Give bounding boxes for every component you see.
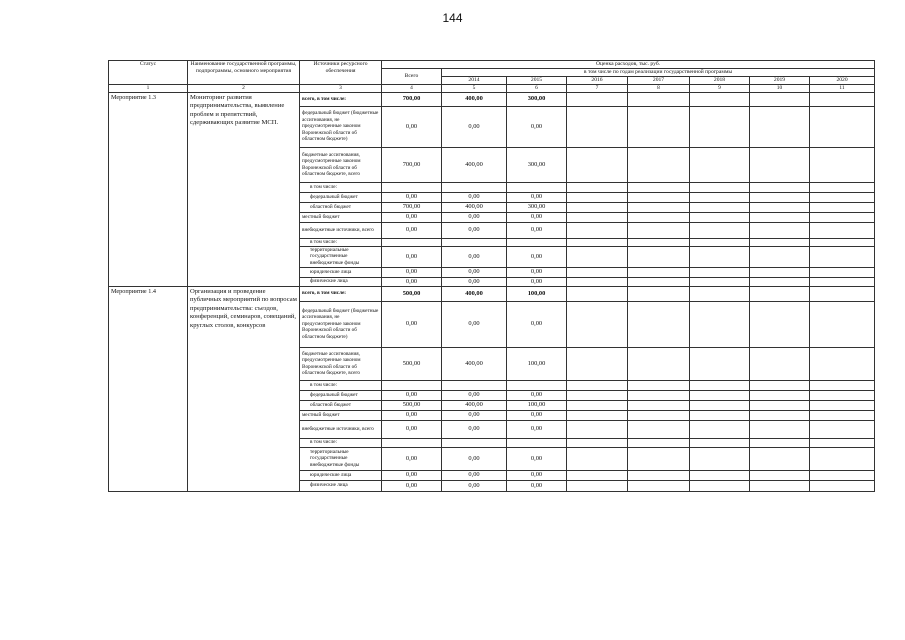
empty-year-cell: [567, 380, 628, 390]
value-y2014: 0,00: [442, 267, 507, 277]
empty-year-cell: [810, 222, 875, 238]
empty-year-cell: [750, 202, 810, 212]
header-row-1: [109, 61, 875, 69]
source-label: в том числе:: [300, 238, 382, 246]
source-label: юридические лица: [300, 470, 382, 480]
header-status: Статус: [109, 61, 188, 85]
empty-year-cell: [690, 212, 750, 222]
header-name: Наименование государственной программы, подпрограммы, основного мероприятия: [188, 61, 300, 85]
value-total: [382, 238, 442, 246]
empty-year-cell: [690, 222, 750, 238]
value-total: 700,00: [382, 147, 442, 182]
value-y2014: 0,00: [442, 470, 507, 480]
value-y2015: 100,00: [507, 286, 567, 301]
header-year-2014: 2014: [442, 76, 507, 84]
empty-year-cell: [628, 286, 690, 301]
empty-year-cell: [628, 301, 690, 347]
event-status: Мероприятие 1.3: [109, 92, 188, 286]
table-row: [109, 92, 875, 106]
empty-year-cell: [567, 92, 628, 106]
value-y2015: 0,00: [507, 390, 567, 400]
value-total: 0,00: [382, 212, 442, 222]
source-label: местный бюджет: [300, 410, 382, 420]
empty-year-cell: [750, 192, 810, 202]
value-y2014: 0,00: [442, 192, 507, 202]
source-label: федеральный бюджет: [300, 390, 382, 400]
value-y2014: 400,00: [442, 202, 507, 212]
value-total: 700,00: [382, 92, 442, 106]
empty-year-cell: [628, 480, 690, 491]
header-year-2016: 2016: [567, 76, 628, 84]
value-y2015: 100,00: [507, 347, 567, 380]
column-number: 9: [690, 84, 750, 92]
empty-year-cell: [810, 106, 875, 147]
source-label: внебюджетные источники, всего: [300, 222, 382, 238]
event-name: Мониторинг развития предпринимательства, выявление проблем и препятствий, сдерживающих развитие МСП.: [188, 92, 300, 286]
value-y2014: 400,00: [442, 347, 507, 380]
empty-year-cell: [567, 202, 628, 212]
source-label: физические лица: [300, 480, 382, 491]
value-y2015: 0,00: [507, 480, 567, 491]
empty-year-cell: [810, 238, 875, 246]
empty-year-cell: [750, 390, 810, 400]
value-y2015: 0,00: [507, 447, 567, 470]
empty-year-cell: [567, 480, 628, 491]
source-label: в том числе:: [300, 380, 382, 390]
empty-year-cell: [690, 380, 750, 390]
empty-year-cell: [628, 410, 690, 420]
empty-year-cell: [567, 286, 628, 301]
empty-year-cell: [567, 192, 628, 202]
empty-year-cell: [690, 267, 750, 277]
value-y2014: [442, 380, 507, 390]
empty-year-cell: [628, 147, 690, 182]
empty-year-cell: [810, 390, 875, 400]
empty-year-cell: [690, 192, 750, 202]
source-label: в том числе:: [300, 182, 382, 192]
header-year-2017: 2017: [628, 76, 690, 84]
empty-year-cell: [750, 480, 810, 491]
empty-year-cell: [567, 400, 628, 410]
source-label: внебюджетные источники, всего: [300, 420, 382, 438]
value-y2014: [442, 438, 507, 447]
value-total: 0,00: [382, 410, 442, 420]
empty-year-cell: [750, 301, 810, 347]
empty-year-cell: [567, 390, 628, 400]
empty-year-cell: [567, 212, 628, 222]
source-label: территориальные государственные внебюджетные фонды: [300, 246, 382, 267]
header-source: Источники ресурсного обеспечения: [300, 61, 382, 85]
empty-year-cell: [567, 238, 628, 246]
empty-year-cell: [628, 212, 690, 222]
empty-year-cell: [690, 390, 750, 400]
empty-year-cell: [810, 380, 875, 390]
empty-year-cell: [750, 182, 810, 192]
empty-year-cell: [628, 106, 690, 147]
empty-year-cell: [810, 286, 875, 301]
value-total: [382, 438, 442, 447]
header-year-2015: 2015: [507, 76, 567, 84]
column-number: 7: [567, 84, 628, 92]
table-row: [109, 286, 875, 301]
value-y2014: 0,00: [442, 447, 507, 470]
value-y2014: [442, 182, 507, 192]
empty-year-cell: [690, 438, 750, 447]
value-y2014: 0,00: [442, 480, 507, 491]
empty-year-cell: [810, 347, 875, 380]
value-total: 0,00: [382, 222, 442, 238]
empty-year-cell: [628, 380, 690, 390]
empty-year-cell: [810, 92, 875, 106]
header-incl: в том числе по годам реализации государственной программы: [442, 68, 875, 76]
header-estimate: Оценка расходов, тыс. руб.: [382, 61, 875, 69]
value-total: 500,00: [382, 400, 442, 410]
empty-year-cell: [628, 277, 690, 286]
empty-year-cell: [750, 222, 810, 238]
column-number: 3: [300, 84, 382, 92]
empty-year-cell: [567, 470, 628, 480]
empty-year-cell: [628, 470, 690, 480]
empty-year-cell: [810, 182, 875, 192]
empty-year-cell: [567, 447, 628, 470]
empty-year-cell: [810, 447, 875, 470]
value-y2014: 0,00: [442, 212, 507, 222]
value-total: 0,00: [382, 301, 442, 347]
value-total: [382, 182, 442, 192]
header-year-2018: 2018: [690, 76, 750, 84]
empty-year-cell: [690, 286, 750, 301]
empty-year-cell: [690, 420, 750, 438]
empty-year-cell: [810, 438, 875, 447]
empty-year-cell: [628, 447, 690, 470]
empty-year-cell: [628, 400, 690, 410]
column-number: 6: [507, 84, 567, 92]
empty-year-cell: [750, 447, 810, 470]
empty-year-cell: [628, 390, 690, 400]
empty-year-cell: [567, 410, 628, 420]
empty-year-cell: [690, 470, 750, 480]
column-number: 10: [750, 84, 810, 92]
empty-year-cell: [750, 92, 810, 106]
value-y2014: 0,00: [442, 420, 507, 438]
column-number: 1: [109, 84, 188, 92]
empty-year-cell: [690, 277, 750, 286]
column-number: 11: [810, 84, 875, 92]
empty-year-cell: [750, 106, 810, 147]
empty-year-cell: [690, 246, 750, 267]
column-number: 2: [188, 84, 300, 92]
empty-year-cell: [750, 147, 810, 182]
header-year-2020: 2020: [810, 76, 875, 84]
source-label: федеральный бюджет: [300, 192, 382, 202]
value-y2014: 0,00: [442, 410, 507, 420]
empty-year-cell: [690, 480, 750, 491]
column-number: 4: [382, 84, 442, 92]
empty-year-cell: [690, 92, 750, 106]
empty-year-cell: [628, 238, 690, 246]
empty-year-cell: [750, 238, 810, 246]
value-y2015: 0,00: [507, 246, 567, 267]
empty-year-cell: [690, 400, 750, 410]
empty-year-cell: [810, 410, 875, 420]
value-total: 0,00: [382, 447, 442, 470]
value-y2015: 0,00: [507, 222, 567, 238]
source-label: областной бюджет: [300, 400, 382, 410]
empty-year-cell: [750, 410, 810, 420]
empty-year-cell: [750, 212, 810, 222]
value-y2015: 0,00: [507, 470, 567, 480]
value-y2014: 0,00: [442, 246, 507, 267]
empty-year-cell: [690, 182, 750, 192]
value-total: 0,00: [382, 480, 442, 491]
source-label: в том числе:: [300, 438, 382, 447]
empty-year-cell: [628, 192, 690, 202]
value-y2015: 0,00: [507, 192, 567, 202]
event-status: Мероприятие 1.4: [109, 286, 188, 491]
empty-year-cell: [750, 277, 810, 286]
empty-year-cell: [750, 347, 810, 380]
event-name: Организация и проведение публичных мероприятий по вопросам предпринимательства: съездов, конференций, семинаров, совещаний, круглых столов, конкурсов: [188, 286, 300, 491]
empty-year-cell: [567, 222, 628, 238]
empty-year-cell: [750, 246, 810, 267]
empty-year-cell: [690, 347, 750, 380]
value-y2014: 0,00: [442, 222, 507, 238]
empty-year-cell: [750, 267, 810, 277]
empty-year-cell: [690, 301, 750, 347]
value-y2015: 300,00: [507, 147, 567, 182]
column-numbers-row: [109, 84, 875, 92]
value-total: 0,00: [382, 277, 442, 286]
value-y2015: 100,00: [507, 400, 567, 410]
empty-year-cell: [810, 420, 875, 438]
source-label: всего, в том числе:: [300, 286, 382, 301]
empty-year-cell: [810, 202, 875, 212]
value-y2015: 0,00: [507, 277, 567, 286]
value-y2014: 400,00: [442, 92, 507, 106]
value-total: 0,00: [382, 420, 442, 438]
source-label: физические лица: [300, 277, 382, 286]
value-total: 700,00: [382, 202, 442, 212]
empty-year-cell: [690, 447, 750, 470]
value-total: 0,00: [382, 470, 442, 480]
empty-year-cell: [810, 470, 875, 480]
value-y2015: 0,00: [507, 301, 567, 347]
value-y2014: [442, 238, 507, 246]
empty-year-cell: [567, 106, 628, 147]
source-label: всего, в том числе:: [300, 92, 382, 106]
empty-year-cell: [628, 246, 690, 267]
column-number: 5: [442, 84, 507, 92]
empty-year-cell: [750, 420, 810, 438]
source-label: юридические лица: [300, 267, 382, 277]
empty-year-cell: [750, 438, 810, 447]
value-y2015: 300,00: [507, 92, 567, 106]
source-label: областной бюджет: [300, 202, 382, 212]
value-y2014: 400,00: [442, 400, 507, 410]
empty-year-cell: [567, 438, 628, 447]
value-y2015: [507, 438, 567, 447]
value-y2015: 0,00: [507, 267, 567, 277]
empty-year-cell: [628, 202, 690, 212]
empty-year-cell: [628, 347, 690, 380]
value-y2015: [507, 238, 567, 246]
empty-year-cell: [750, 380, 810, 390]
empty-year-cell: [810, 147, 875, 182]
empty-year-cell: [810, 277, 875, 286]
value-y2015: [507, 182, 567, 192]
empty-year-cell: [690, 410, 750, 420]
source-label: федеральный бюджет (бюджетные ассигнования, не предусмотренные законом Воронежской области об областном бюджете): [300, 301, 382, 347]
empty-year-cell: [628, 182, 690, 192]
empty-year-cell: [810, 212, 875, 222]
empty-year-cell: [567, 277, 628, 286]
empty-year-cell: [628, 267, 690, 277]
empty-year-cell: [810, 246, 875, 267]
value-y2015: [507, 380, 567, 390]
empty-year-cell: [750, 470, 810, 480]
empty-year-cell: [628, 222, 690, 238]
empty-year-cell: [567, 301, 628, 347]
empty-year-cell: [567, 246, 628, 267]
value-total: 0,00: [382, 390, 442, 400]
value-total: 0,00: [382, 246, 442, 267]
source-label: территориальные государственные внебюджетные фонды: [300, 447, 382, 470]
header-total: Всего: [382, 68, 442, 84]
empty-year-cell: [628, 438, 690, 447]
value-y2015: 0,00: [507, 410, 567, 420]
value-y2014: 0,00: [442, 106, 507, 147]
value-total: 0,00: [382, 106, 442, 147]
empty-year-cell: [810, 301, 875, 347]
empty-year-cell: [567, 420, 628, 438]
empty-year-cell: [690, 238, 750, 246]
empty-year-cell: [810, 400, 875, 410]
value-y2015: 0,00: [507, 420, 567, 438]
source-label: бюджетные ассигнования, предусмотренные законом Воронежской области об областном бюджете, всего: [300, 347, 382, 380]
value-total: 500,00: [382, 347, 442, 380]
value-y2014: 0,00: [442, 277, 507, 286]
empty-year-cell: [750, 400, 810, 410]
empty-year-cell: [810, 192, 875, 202]
empty-year-cell: [567, 147, 628, 182]
empty-year-cell: [628, 92, 690, 106]
header-year-2019: 2019: [750, 76, 810, 84]
empty-year-cell: [690, 106, 750, 147]
source-label: местный бюджет: [300, 212, 382, 222]
value-y2015: 0,00: [507, 106, 567, 147]
value-y2014: 0,00: [442, 390, 507, 400]
empty-year-cell: [750, 286, 810, 301]
page-number: 144: [442, 11, 463, 25]
empty-year-cell: [567, 347, 628, 380]
value-y2014: 0,00: [442, 301, 507, 347]
source-label: бюджетные ассигнования, предусмотренные законом Воронежской области об областном бюджете, всего: [300, 147, 382, 182]
value-total: 500,00: [382, 286, 442, 301]
value-y2015: 0,00: [507, 212, 567, 222]
empty-year-cell: [567, 267, 628, 277]
value-y2015: 300,00: [507, 202, 567, 212]
value-total: [382, 380, 442, 390]
empty-year-cell: [690, 202, 750, 212]
value-total: 0,00: [382, 267, 442, 277]
empty-year-cell: [810, 267, 875, 277]
column-number: 8: [628, 84, 690, 92]
empty-year-cell: [628, 420, 690, 438]
source-label: федеральный бюджет (бюджетные ассигнования, не предусмотренные законом Воронежской области об областном бюджете): [300, 106, 382, 147]
empty-year-cell: [567, 182, 628, 192]
empty-year-cell: [690, 147, 750, 182]
value-y2014: 400,00: [442, 147, 507, 182]
empty-year-cell: [810, 480, 875, 491]
value-y2014: 400,00: [442, 286, 507, 301]
expenditure-table: [108, 60, 875, 492]
value-total: 0,00: [382, 192, 442, 202]
